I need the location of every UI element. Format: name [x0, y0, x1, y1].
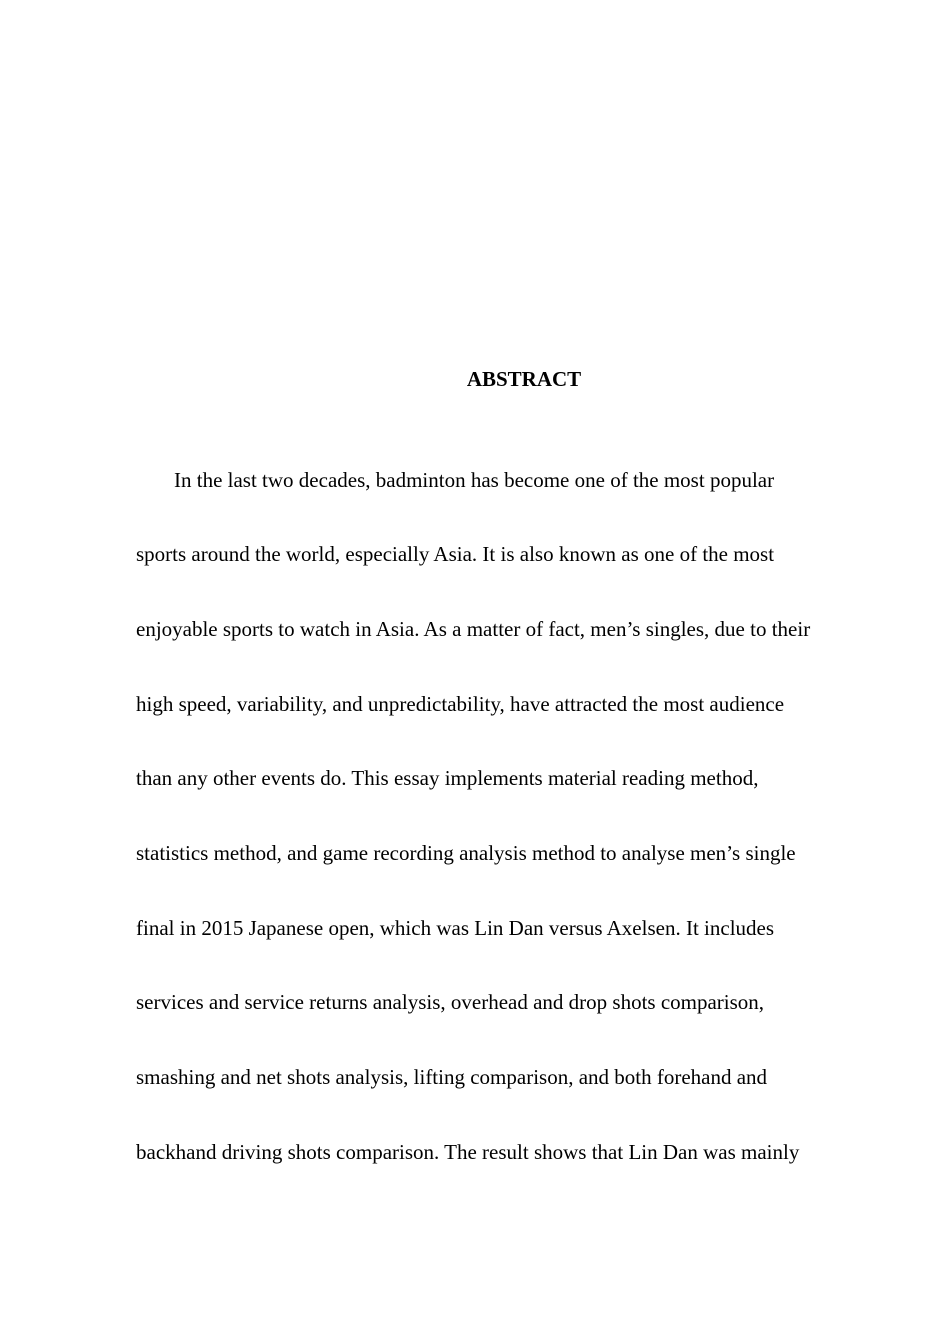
body-line-10: backhand driving shots comparison. The result shows that Lin Dan was mainly [136, 1140, 800, 1164]
body-line-5: than any other events do. This essay implements material reading method, [136, 766, 759, 790]
body-line-9: smashing and net shots analysis, lifting comparison, and both forehand and [136, 1065, 768, 1089]
body-line-1: In the last two decades, badminton has become one of the most popular [174, 468, 775, 492]
body-line-2: sports around the world, especially Asia. It is also known as one of the most [136, 542, 775, 566]
body-line-8: services and service returns analysis, overhead and drop shots comparison, [136, 990, 765, 1014]
body-line-4: high speed, variability, and unpredictability, have attracted the most audience [136, 692, 785, 716]
body-line-7: final in 2015 Japanese open, which was Lin Dan versus Axelsen. It includes [136, 916, 775, 940]
body-line-3: enjoyable sports to watch in Asia. As a matter of fact, men’s singles, due to their [136, 617, 811, 641]
abstract-heading: ABSTRACT [466, 367, 582, 391]
body-line-6: statistics method, and game recording analysis method to analyse men’s single [136, 841, 796, 865]
